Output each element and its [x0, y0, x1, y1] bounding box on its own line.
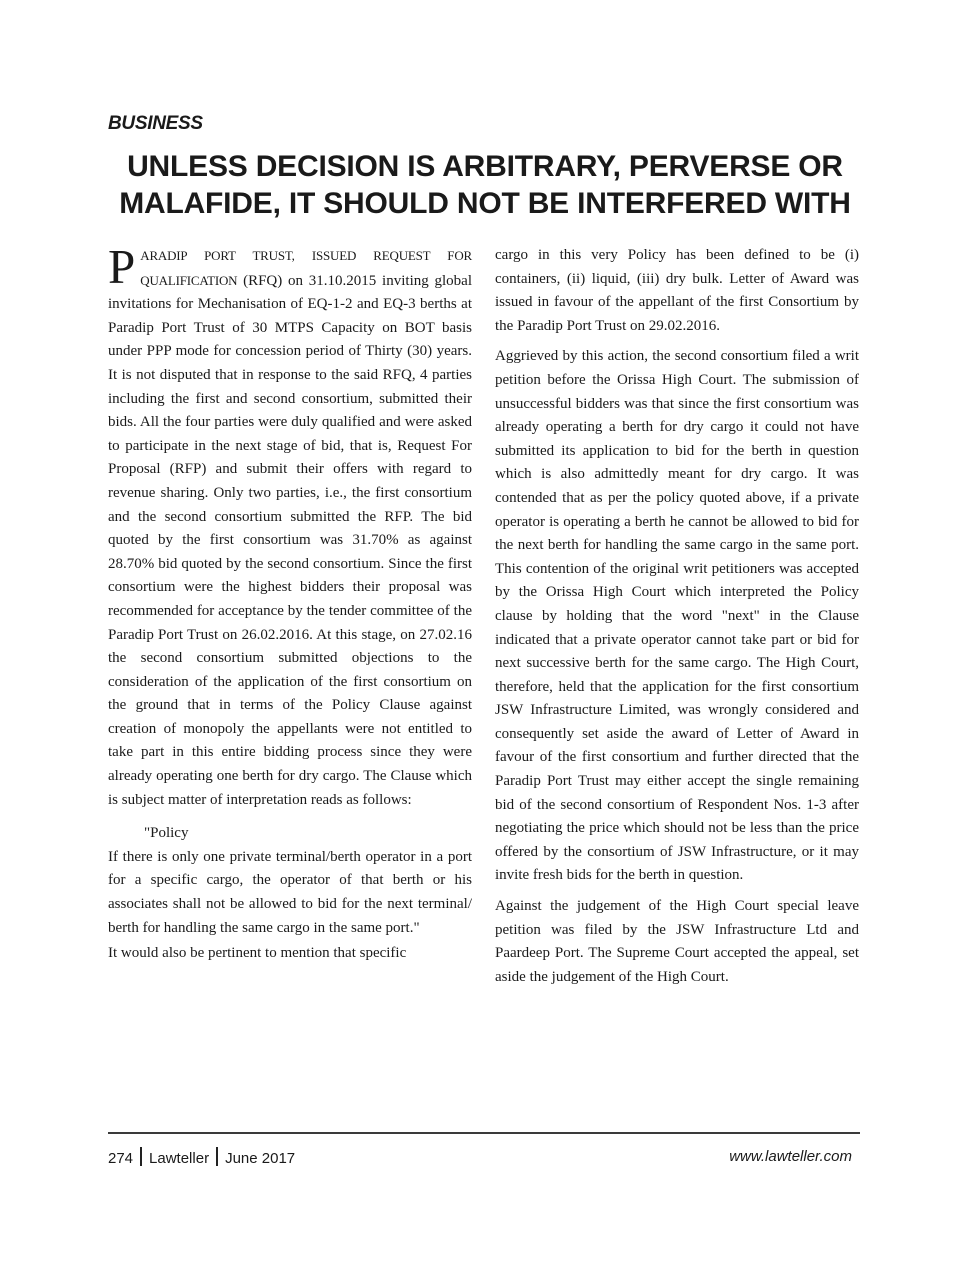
paragraph-after-quote: It would also be pertinent to mention that specific [108, 945, 407, 962]
quote-title: "Policy [144, 825, 189, 842]
article-headline [100, 148, 870, 222]
headline-line-2: MALAFIDE, IT SHOULD NOT BE INTERFERED WITH [119, 187, 851, 220]
publication-name: Lawteller [149, 1150, 210, 1167]
intro-paragraph-body: (RFQ) on 31.10.2015 inviting global invitations for Mechanisation of EQ-1-2 and EQ-3 berths at Paradip Port Trust of 30 MTPS Capacity on BOT basis under PPP mode for concession period of Thirty (30) years. It is not disputed that in response to the said RFQ, 4 parties including the first and second consortium, submitted their bids. All the four parties were duly qualified and were asked to participate in the next stage of bid, that is, Request For Proposal (RFP) and submit their offers with regard to revenue sharing. Only two parties, i.e., the first consortium and the second consortium submitted the RFP. The bid quoted by the first consortium was 31.70% as against 28.70% bid quoted by the second consortium. Since the first consortium were the highest bidders their proposal was recommended for acceptance by the tender committee of the Paradip Port Trust on 26.02.2016. At this stage, on 27.02.16 the second consortium submitted objections to the consideration of the application of the first consortium on the ground that in terms of the Policy Clause against creation of monopoly the appellants were not entitled to take part in this entire bidding process since they were already operating one berth for dry cargo. The Clause which is subject matter of interpretation reads as follows: [108, 272, 472, 808]
page-footer [108, 1147, 860, 1169]
drop-cap: P [108, 239, 136, 294]
policy-quote: If there is only one private terminal/berth operator in a port for a specific cargo, the operator of that berth or his associates shall not be allowed to bid for the next terminal/ berth for handling the same cargo in the same port." [108, 848, 472, 936]
paragraph-high-court: Aggrieved by this action, the second consortium filed a writ petition before the Orissa High Court. The submission of unsuccessful bidders was that since the first consortium was already operating a berth for dry cargo it could not have submitted its application to bid for the berth in question which is also admittedly meant for dry cargo. It was contended that as per the policy quoted above, if a private operator is operating a berth he cannot be allowed to bid for the next berth for handling the same cargo in the same port. This contention of the original writ petitioners was accepted by the Orissa High Court which interpreted the Policy clause by holding that the word "next" in the Clause indicated that a private operator cannot take part or bid for next successive berth for the same cargo. The High Court, therefore, held that the application for the first consortium JSW Infrastructure Limited, was wrongly considered and consequently set aside the award of Letter of Award in favour of the first consortium and further directed that the Paradip Port Trust may either accept the single remaining bid of the second consortium of Respondent Nos. 1-3 after negotiating the price which should not be less than the price offered by the consortium of JSW Infrastructure, or it may invite fresh bids for the berth in question. [495, 348, 859, 884]
footer-separator [140, 1147, 142, 1166]
paragraph-supreme-court: Against the judgement of the High Court special leave petition was filed by the JSW Infrastructure Ltd and Paardeep Port. The Supreme Court accepted the appeal, set aside the judgement of the High Court. [495, 898, 859, 985]
issue-date: June 2017 [225, 1150, 296, 1167]
website-link[interactable]: www.lawteller.com [729, 1148, 852, 1165]
paragraph-cargo-definition: cargo in this very Policy has been defined to be (i) containers, (ii) liquid, (iii) dry bulk. Letter of Award was issued in favour of the appellant of the first Consortium by the Paradip Port Trust on 29.02.2016. [495, 247, 859, 334]
footer-separator [216, 1147, 218, 1166]
headline-line-1: UNLESS DECISION IS ARBITRARY, PERVERSE OR [127, 150, 843, 183]
right-column [495, 244, 859, 989]
left-column [108, 239, 472, 966]
section-label: BUSINESS [108, 113, 203, 134]
page-number: 274 [108, 1150, 134, 1167]
lead-caps: ARADIP PORT TRUST, ISSUED REQUEST FOR QUALIFICATION [140, 248, 472, 288]
footer-divider [108, 1132, 860, 1134]
intro-paragraph [108, 239, 472, 812]
